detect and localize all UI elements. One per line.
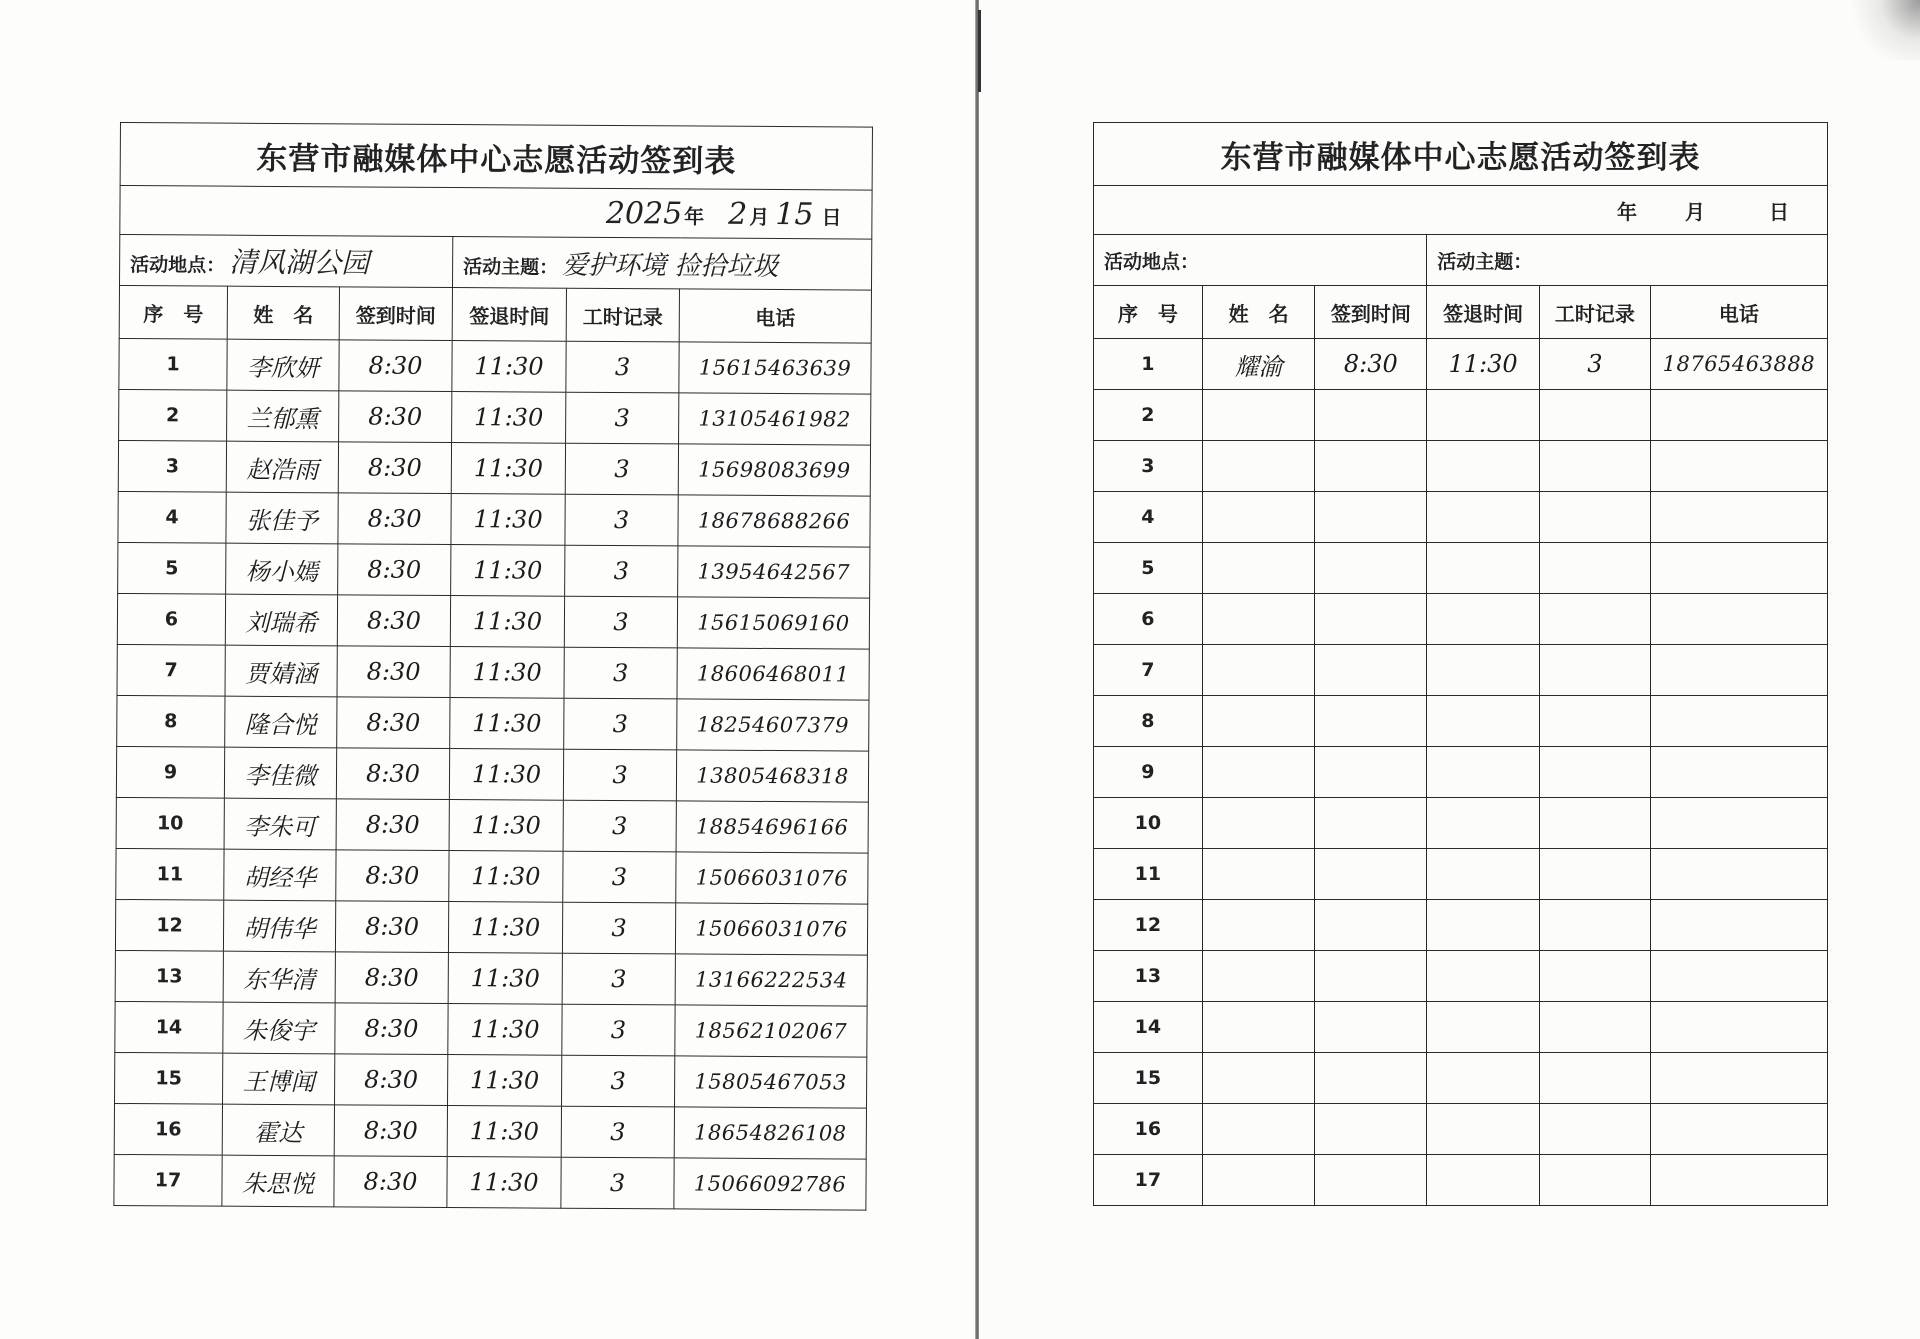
phone-cell	[1650, 492, 1827, 543]
header-hours: 工时记录	[1539, 286, 1650, 339]
theme-cell	[452, 237, 871, 291]
checkout-cell	[1427, 390, 1540, 441]
book-spine	[975, 0, 979, 1339]
header-name: 姓 名	[1202, 286, 1315, 339]
checkout-cell	[1427, 798, 1540, 849]
hours-cell: 3	[562, 902, 675, 954]
phone-cell	[1650, 1155, 1827, 1206]
hours-cell	[1539, 594, 1650, 645]
checkout-cell	[1427, 849, 1540, 900]
name-cell: 王博闻	[223, 1053, 335, 1105]
hours-cell: 3	[563, 749, 676, 801]
phone-cell: 18854696166	[676, 801, 868, 853]
header-checkin: 签到时间	[1315, 286, 1427, 339]
name-cell: 杨小嫣	[226, 543, 338, 595]
spine-shadow	[978, 10, 981, 92]
table-row	[1094, 849, 1828, 900]
hours-cell	[1539, 390, 1650, 441]
left-signin-sheet	[113, 122, 873, 1211]
row-number: 2	[1094, 390, 1203, 441]
row-number: 11	[116, 848, 224, 900]
table-row	[1094, 798, 1828, 849]
table-row	[1094, 543, 1828, 594]
checkout-cell: 11:30	[451, 443, 565, 495]
theme-cell	[1427, 235, 1828, 286]
checkin-cell: 8:30	[336, 748, 449, 800]
name-cell	[1202, 492, 1315, 543]
phone-cell	[1650, 900, 1827, 951]
header-phone: 电话	[1650, 286, 1827, 339]
hours-cell: 3	[1539, 339, 1650, 390]
checkin-cell: 8:30	[337, 697, 450, 749]
checkin-cell: 8:30	[336, 850, 449, 902]
checkout-cell	[1427, 594, 1540, 645]
table-row	[118, 542, 870, 598]
checkout-cell	[1427, 951, 1540, 1002]
name-cell	[1202, 696, 1315, 747]
name-cell	[1202, 1104, 1315, 1155]
name-cell: 刘瑞希	[225, 594, 337, 646]
name-cell	[1202, 441, 1315, 492]
name-cell	[1202, 1155, 1315, 1206]
hours-cell: 3	[563, 800, 676, 852]
phone-cell	[1650, 594, 1827, 645]
checkin-cell: 8:30	[334, 1156, 447, 1208]
hours-cell	[1539, 696, 1650, 747]
checkout-cell: 11:30	[452, 341, 566, 393]
table-row	[116, 848, 868, 904]
header-no: 序 号	[1094, 286, 1203, 339]
table-row	[118, 440, 870, 496]
date-year: 2025	[605, 195, 683, 231]
hours-cell: 3	[564, 596, 677, 648]
row-number: 14	[115, 1001, 223, 1053]
table-row	[1094, 594, 1828, 645]
checkout-cell	[1427, 1002, 1540, 1053]
row-number: 7	[1094, 645, 1203, 696]
location-label: 活动地点：	[130, 254, 226, 277]
table-row	[114, 1154, 866, 1210]
table-row	[1094, 1104, 1828, 1155]
row-number: 7	[117, 644, 225, 696]
name-cell: 胡经华	[224, 849, 336, 901]
name-cell: 兰郁熏	[227, 390, 339, 442]
date-day-unit: 日	[1769, 199, 1789, 224]
hours-cell	[1539, 492, 1650, 543]
name-cell: 朱俊宇	[223, 1002, 335, 1054]
name-cell	[1202, 849, 1315, 900]
checkout-cell: 11:30	[448, 902, 562, 954]
hours-cell: 3	[565, 545, 678, 597]
location-cell	[120, 235, 453, 288]
row-number: 9	[116, 746, 224, 798]
row-number: 1	[1094, 339, 1203, 390]
row-number: 14	[1094, 1002, 1203, 1053]
checkin-cell: 8:30	[339, 391, 452, 443]
checkout-cell	[1427, 543, 1540, 594]
table-row	[116, 746, 868, 802]
name-cell: 赵浩雨	[226, 441, 338, 493]
table-row	[116, 797, 868, 853]
row-number: 8	[117, 695, 225, 747]
row-number: 3	[118, 440, 226, 492]
table-row	[117, 593, 869, 649]
name-cell: 霍达	[222, 1104, 334, 1156]
name-cell: 东华清	[223, 951, 335, 1003]
checkin-cell: 8:30	[338, 493, 451, 545]
header-hours: 工时记录	[566, 288, 679, 342]
table-row	[115, 899, 867, 955]
checkin-cell	[1315, 492, 1427, 543]
row-number: 11	[1094, 849, 1203, 900]
table-row	[1094, 339, 1828, 390]
name-cell: 贾婧涵	[225, 645, 337, 697]
checkout-cell: 11:30	[447, 1055, 561, 1107]
phone-cell	[1650, 390, 1827, 441]
row-number: 17	[1094, 1155, 1203, 1206]
header-name: 姓 名	[227, 286, 339, 340]
corner-smudge	[1840, 0, 1920, 60]
checkout-cell: 11:30	[451, 545, 565, 597]
checkout-cell: 11:30	[448, 1004, 562, 1056]
header-phone: 电话	[679, 289, 871, 343]
table-row	[118, 491, 870, 547]
checkin-cell	[1315, 798, 1427, 849]
sheet-date	[120, 186, 872, 240]
hours-cell	[1539, 543, 1650, 594]
checkin-cell: 8:30	[337, 646, 450, 698]
header-checkout: 签退时间	[1427, 286, 1540, 339]
right-signin-sheet	[1093, 122, 1828, 1206]
phone-cell: 13805468318	[676, 750, 868, 802]
phone-cell: 15698083699	[678, 444, 870, 496]
checkout-cell	[1427, 645, 1540, 696]
hours-cell	[1539, 1155, 1650, 1206]
checkout-cell: 11:30	[450, 698, 564, 750]
date-month-unit: 月	[749, 204, 770, 229]
row-number: 6	[117, 593, 225, 645]
hours-cell: 3	[565, 494, 678, 546]
phone-cell	[1650, 1104, 1827, 1155]
theme-label: 活动主题：	[463, 255, 559, 279]
row-number: 16	[1094, 1104, 1203, 1155]
table-row	[1094, 900, 1828, 951]
phone-cell	[1650, 747, 1827, 798]
date-year-unit: 年	[1617, 199, 1637, 224]
phone-cell: 15615069160	[677, 597, 869, 649]
sheet-title: 东营市融媒体中心志愿活动签到表	[1094, 123, 1828, 186]
row-number: 6	[1094, 594, 1203, 645]
hours-cell: 3	[564, 647, 677, 699]
checkin-cell	[1315, 390, 1427, 441]
phone-cell: 15805467053	[674, 1056, 866, 1108]
row-number: 10	[116, 797, 224, 849]
checkin-cell	[1315, 1104, 1427, 1155]
name-cell	[1202, 390, 1315, 441]
checkin-cell	[1315, 849, 1427, 900]
row-number: 15	[115, 1052, 223, 1104]
table-row	[1094, 696, 1828, 747]
checkout-cell	[1427, 1155, 1540, 1206]
name-cell	[1202, 1002, 1315, 1053]
phone-cell	[1650, 1002, 1827, 1053]
phone-cell: 18654826108	[674, 1107, 866, 1159]
date-month: 2	[728, 196, 748, 232]
row-number: 3	[1094, 441, 1203, 492]
phone-cell: 18765463888	[1650, 339, 1827, 390]
header-no: 序 号	[119, 286, 227, 340]
row-number: 4	[118, 491, 226, 543]
checkin-cell: 8:30	[339, 340, 452, 392]
row-number: 5	[1094, 543, 1203, 594]
hours-cell: 3	[561, 1157, 674, 1209]
table-row	[1094, 390, 1828, 441]
checkin-cell	[1315, 696, 1427, 747]
phone-cell	[1650, 849, 1827, 900]
name-cell: 耀渝	[1202, 339, 1315, 390]
checkout-cell: 11:30	[1427, 339, 1540, 390]
phone-cell: 15615463639	[679, 342, 871, 394]
checkout-cell: 11:30	[450, 596, 564, 648]
phone-cell	[1650, 798, 1827, 849]
theme-value: 爱护环境 捡拾垃圾	[562, 250, 779, 282]
checkout-cell: 11:30	[449, 800, 563, 852]
table-row	[117, 644, 869, 700]
name-cell: 隆合悦	[225, 696, 337, 748]
phone-cell: 15066092786	[674, 1158, 866, 1210]
phone-cell: 13166222534	[675, 954, 867, 1006]
row-number: 2	[119, 389, 227, 441]
hours-cell	[1539, 747, 1650, 798]
phone-cell: 18254607379	[677, 699, 869, 751]
name-cell	[1202, 594, 1315, 645]
checkout-cell: 11:30	[447, 1157, 561, 1209]
name-cell	[1202, 543, 1315, 594]
checkout-cell: 11:30	[447, 1106, 561, 1158]
phone-cell: 13105461982	[679, 393, 871, 445]
checkout-cell	[1427, 492, 1540, 543]
sheet-title: 东营市融媒体中心志愿活动签到表	[120, 123, 872, 191]
checkin-cell	[1315, 900, 1427, 951]
hours-cell: 3	[564, 698, 677, 750]
date-year-unit: 年	[684, 203, 705, 229]
table-row	[119, 338, 871, 394]
table-row	[1094, 1155, 1828, 1206]
checkin-cell	[1315, 1155, 1427, 1206]
date-day-unit: 日	[821, 204, 842, 229]
checkin-cell: 8:30	[335, 1054, 448, 1106]
phone-cell: 15066031076	[676, 852, 868, 904]
phone-cell	[1650, 645, 1827, 696]
hours-cell: 3	[562, 953, 675, 1005]
location-value: 清风湖公园	[229, 245, 370, 280]
phone-cell	[1650, 1053, 1827, 1104]
name-cell	[1202, 747, 1315, 798]
table-row	[115, 1001, 867, 1057]
checkin-cell: 8:30	[338, 544, 451, 596]
name-cell	[1202, 645, 1315, 696]
row-number: 10	[1094, 798, 1203, 849]
checkout-cell	[1427, 747, 1540, 798]
checkin-cell	[1315, 645, 1427, 696]
checkin-cell: 8:30	[335, 952, 448, 1004]
hours-cell: 3	[566, 392, 679, 444]
checkout-cell: 11:30	[449, 749, 563, 801]
table-row	[1094, 441, 1828, 492]
name-cell: 朱思悦	[222, 1155, 334, 1207]
hours-cell	[1539, 645, 1650, 696]
phone-cell: 18606468011	[677, 648, 869, 700]
checkout-cell: 11:30	[449, 851, 563, 903]
row-number: 5	[118, 542, 226, 594]
name-cell: 李佳微	[224, 747, 336, 799]
phone-cell	[1650, 441, 1827, 492]
checkin-cell	[1315, 441, 1427, 492]
hours-cell	[1539, 798, 1650, 849]
table-row	[114, 1103, 866, 1159]
date-day: 15	[775, 196, 814, 232]
checkin-cell: 8:30	[338, 442, 451, 494]
hours-cell: 3	[566, 341, 679, 393]
hours-cell: 3	[561, 1106, 674, 1158]
location-label: 活动地点：	[1104, 250, 1200, 273]
phone-cell: 18678688266	[678, 495, 870, 547]
row-number: 8	[1094, 696, 1203, 747]
header-checkout: 签退时间	[452, 288, 566, 342]
checkout-cell	[1427, 1104, 1540, 1155]
phone-cell: 13954642567	[678, 546, 870, 598]
hours-cell	[1539, 1002, 1650, 1053]
checkout-cell: 11:30	[450, 647, 564, 699]
table-row	[117, 695, 869, 751]
name-cell	[1202, 1053, 1315, 1104]
checkin-cell	[1315, 1053, 1427, 1104]
sheet-date	[1094, 186, 1828, 235]
theme-label: 活动主题：	[1437, 250, 1533, 273]
hours-cell	[1539, 1053, 1650, 1104]
checkin-cell	[1315, 543, 1427, 594]
phone-cell	[1650, 543, 1827, 594]
checkout-cell	[1427, 1053, 1540, 1104]
checkout-cell	[1427, 696, 1540, 747]
table-row	[115, 1052, 867, 1108]
row-number: 17	[114, 1154, 222, 1206]
checkin-cell: 8:30	[336, 799, 449, 851]
name-cell: 胡伟华	[223, 900, 335, 952]
table-row	[1094, 951, 1828, 1002]
row-number: 15	[1094, 1053, 1203, 1104]
checkin-cell: 8:30	[335, 901, 448, 953]
checkin-cell	[1315, 594, 1427, 645]
checkin-cell: 8:30	[335, 1003, 448, 1055]
name-cell	[1202, 951, 1315, 1002]
row-number: 12	[1094, 900, 1203, 951]
row-number: 1	[119, 338, 227, 390]
hours-cell: 3	[562, 1004, 675, 1056]
table-row	[1094, 1002, 1828, 1053]
row-number: 4	[1094, 492, 1203, 543]
hours-cell	[1539, 1104, 1650, 1155]
row-number: 13	[115, 950, 223, 1002]
table-row	[1094, 1053, 1828, 1104]
checkin-cell	[1315, 1002, 1427, 1053]
hours-cell: 3	[563, 851, 676, 903]
checkin-cell: 8:30	[1315, 339, 1427, 390]
table-row	[1094, 747, 1828, 798]
checkin-cell	[1315, 951, 1427, 1002]
row-number: 13	[1094, 951, 1203, 1002]
name-cell: 李朱可	[224, 798, 336, 850]
name-cell: 张佳予	[226, 492, 338, 544]
row-number: 9	[1094, 747, 1203, 798]
name-cell	[1202, 900, 1315, 951]
checkout-cell: 11:30	[451, 494, 565, 546]
checkin-cell	[1315, 747, 1427, 798]
hours-cell: 3	[565, 443, 678, 495]
checkout-cell	[1427, 900, 1540, 951]
table-row	[119, 389, 871, 445]
row-number: 16	[114, 1103, 222, 1155]
header-checkin: 签到时间	[339, 287, 452, 341]
hours-cell	[1539, 900, 1650, 951]
hours-cell	[1539, 951, 1650, 1002]
date-month-unit: 月	[1685, 199, 1705, 224]
hours-cell	[1539, 849, 1650, 900]
right-rows	[1094, 339, 1828, 1206]
checkin-cell: 8:30	[334, 1105, 447, 1157]
table-row	[1094, 645, 1828, 696]
row-number: 12	[115, 899, 223, 951]
phone-cell: 15066031076	[675, 903, 867, 955]
checkout-cell: 11:30	[452, 392, 566, 444]
table-row	[1094, 492, 1828, 543]
name-cell: 李欣妍	[227, 339, 339, 391]
checkout-cell	[1427, 441, 1540, 492]
location-cell	[1094, 235, 1427, 286]
hours-cell: 3	[561, 1055, 674, 1107]
name-cell	[1202, 798, 1315, 849]
table-row	[115, 950, 867, 1006]
checkout-cell: 11:30	[448, 953, 562, 1005]
phone-cell	[1650, 951, 1827, 1002]
checkin-cell: 8:30	[337, 595, 450, 647]
hours-cell	[1539, 441, 1650, 492]
left-rows	[114, 338, 871, 1210]
phone-cell: 18562102067	[675, 1005, 867, 1057]
phone-cell	[1650, 696, 1827, 747]
